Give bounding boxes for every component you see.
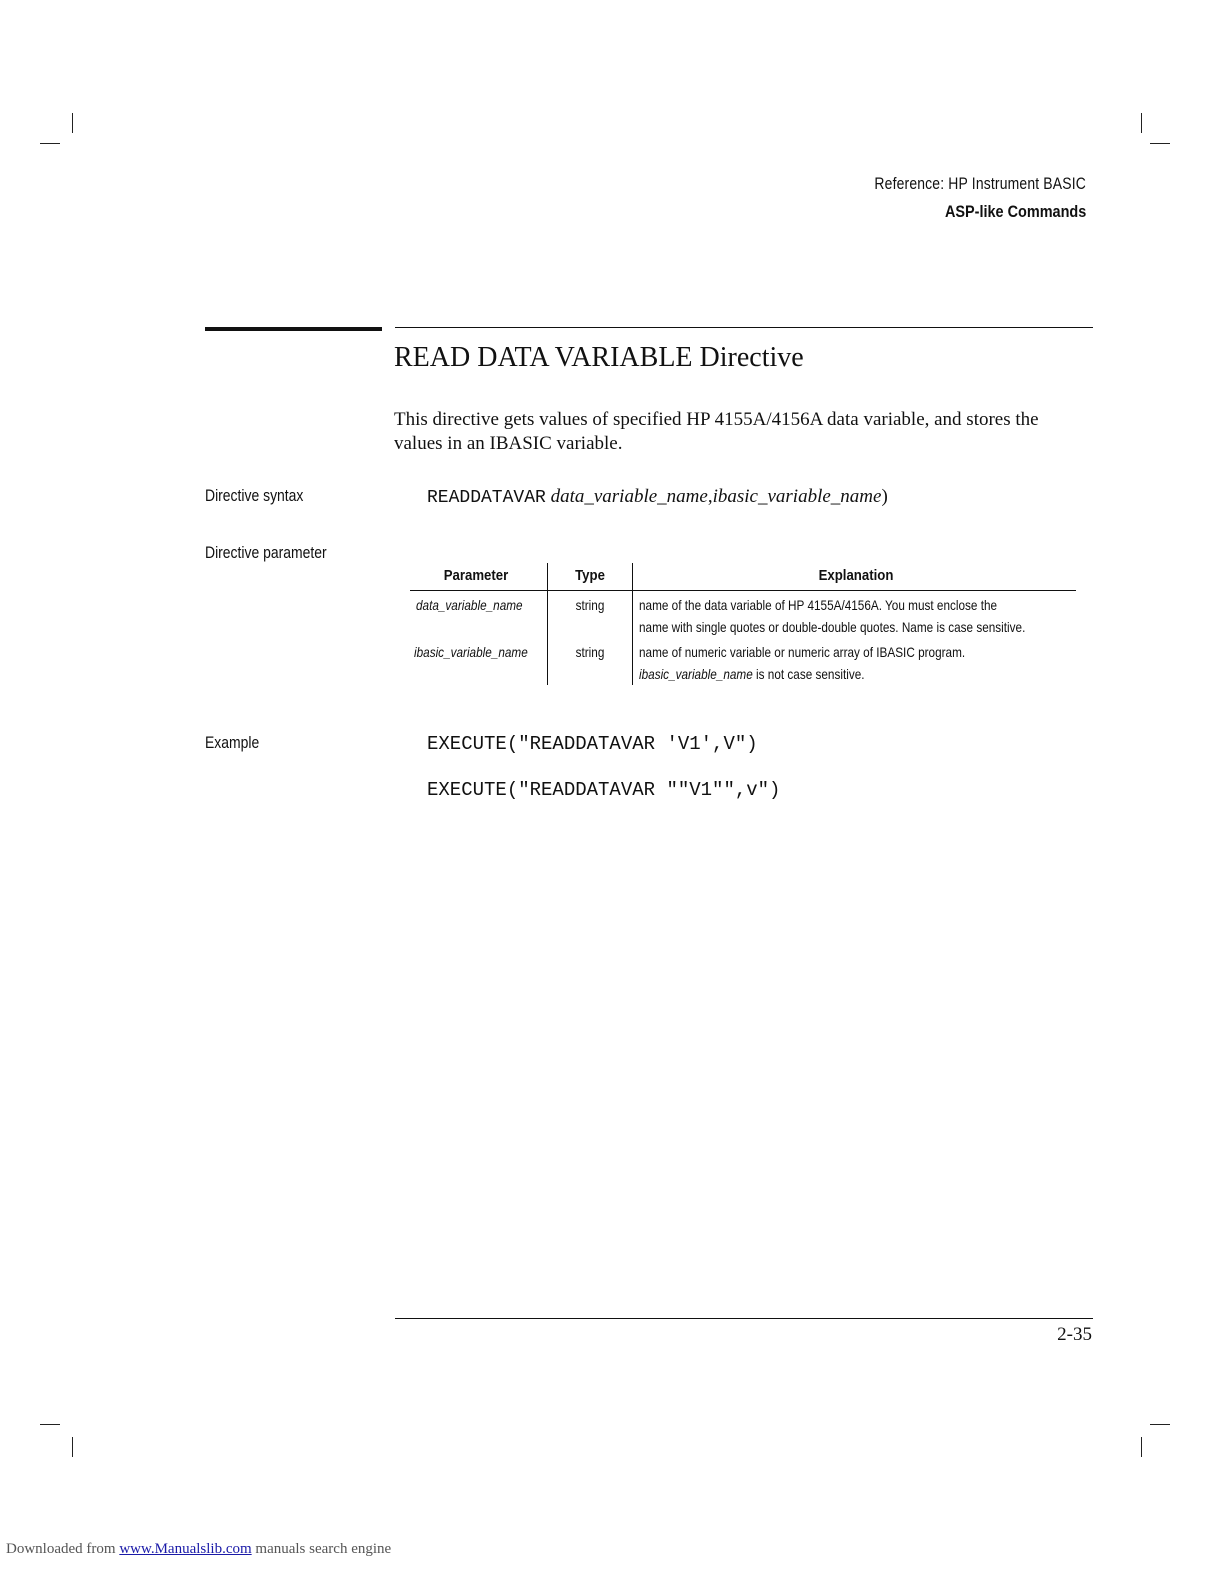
footer-rule <box>395 1318 1093 1319</box>
table-header-explanation: Explanation <box>818 567 894 584</box>
page-title: READ DATA VARIABLE Directive <box>394 342 804 373</box>
page-number: 2-35 <box>1057 1324 1092 1345</box>
table-cell-type: string <box>575 597 605 613</box>
table-cell-explanation: name of the data variable of HP 4155A/4156A. You must enclose the <box>639 597 998 613</box>
crop-mark <box>40 1424 60 1425</box>
watermark-prefix: Downloaded from <box>6 1541 120 1557</box>
table-cell-explanation-italic: ibasic_variable_name <box>639 666 753 682</box>
crop-mark <box>72 113 73 133</box>
crop-mark <box>72 1437 73 1457</box>
example-code-line: EXECUTE("READDATAVAR ""V1"",v") <box>427 779 781 801</box>
label-example: Example <box>205 733 260 752</box>
watermark <box>6 1541 391 1558</box>
watermark-suffix: manuals search engine <box>251 1541 392 1557</box>
crop-mark <box>1150 143 1170 144</box>
table-cell-explanation <box>639 666 865 682</box>
crop-mark <box>1141 1437 1142 1457</box>
syntax-close: ) <box>881 486 888 507</box>
syntax-line <box>427 486 888 508</box>
table-header-type: Type <box>575 567 605 584</box>
table-header-parameter: Parameter <box>443 567 509 584</box>
example-code-line: EXECUTE("READDATAVAR 'V1',V") <box>427 733 758 755</box>
syntax-arg2: ibasic_variable_name <box>712 486 882 507</box>
label-directive-parameter: Directive parameter <box>205 543 327 562</box>
header-section: ASP-like Commands <box>944 202 1086 221</box>
syntax-command: READDATAVAR <box>427 488 546 508</box>
table-cell-explanation: name with single quotes or double-double quotes. Name is case sensitive. <box>639 619 1026 635</box>
section-rule-thick <box>205 327 382 331</box>
header-breadcrumb: Reference: HP Instrument BASIC <box>874 174 1086 193</box>
label-directive-syntax: Directive syntax <box>205 486 304 505</box>
crop-mark <box>1150 1424 1170 1425</box>
table-cell-explanation-rest: is not case sensitive. <box>752 666 865 682</box>
crop-mark <box>1141 113 1142 133</box>
intro-paragraph: This directive gets values of specified HP 4155A/4156A data variable, and stores the values in an IBASIC variable. <box>394 409 1039 454</box>
table-cell-parameter: ibasic_variable_name <box>414 644 528 660</box>
table-column-divider <box>547 563 548 685</box>
syntax-arg1: data_variable_name <box>550 486 708 507</box>
table-cell-explanation: name of numeric variable or numeric array of IBASIC program. <box>639 644 966 660</box>
crop-mark <box>40 143 60 144</box>
section-rule-thin <box>395 327 1093 328</box>
table-header-rule <box>410 590 1076 591</box>
watermark-link[interactable]: www.Manualslib.com <box>119 1541 252 1557</box>
syntax-separator: , <box>707 486 713 507</box>
table-column-divider <box>632 563 633 685</box>
table-cell-parameter: data_variable_name <box>416 597 523 613</box>
table-cell-type: string <box>575 644 605 660</box>
